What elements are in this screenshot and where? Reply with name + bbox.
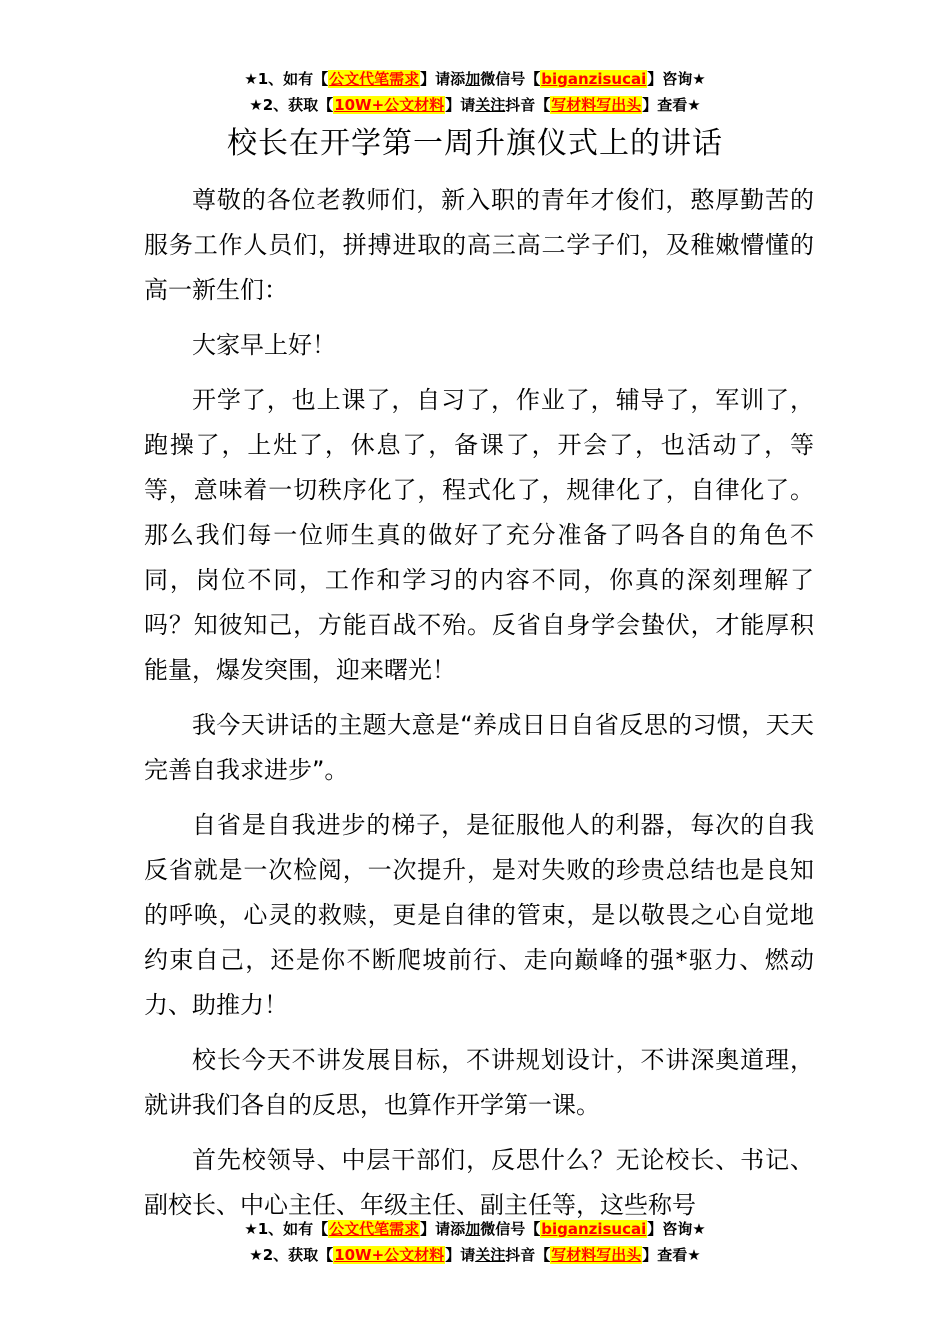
banner-text: 】咨询★ bbox=[647, 70, 706, 88]
banner-text: 抖音【 bbox=[505, 1246, 551, 1264]
footer-banner bbox=[0, 1216, 950, 1268]
paragraph-salutation: 尊敬的各位老教师们，新入职的青年才俊们，憨厚勤苦的服务工作人员们，拼搏进取的高三高二学子们，及稚嫩懵懂的高一新生们： bbox=[144, 186, 814, 304]
document-body bbox=[144, 178, 814, 1228]
banner-text: 微信号【 bbox=[480, 1220, 541, 1238]
banner-highlight: biganzisucai bbox=[541, 70, 647, 88]
banner-highlight: 写材料写出头 bbox=[551, 96, 642, 114]
banner-emphasis: 关注 bbox=[475, 96, 506, 114]
footer-banner-line-2 bbox=[0, 1242, 950, 1268]
banner-text: ★1、如有【 bbox=[244, 70, 329, 88]
banner-text: ★1、如有【 bbox=[244, 1220, 329, 1238]
banner-text: ★2、获取【 bbox=[249, 1246, 334, 1264]
paragraph-2: 我今天讲话的主题大意是“养成日日自省反思的习惯，天天完善自我求进步”。 bbox=[144, 711, 814, 784]
banner-text: 】查看★ bbox=[642, 1246, 701, 1264]
document-title: 校长在开学第一周升旗仪式上的讲话 bbox=[227, 126, 723, 161]
paragraph-3: 自省是自我进步的梯子，是征服他人的利器，每次的自我反省就是一次检阅，一次提升，是对失败的珍贵总结也是良知的呼唤，心灵的救赎，更是自律的管束，是以敬畏之心自觉地约束自己，还是你不断爬坡前行、走向巅峰的强*驱力、燃动力、助推力！ bbox=[144, 811, 814, 1019]
banner-highlight: 公文代笔需求 bbox=[329, 1220, 420, 1238]
banner-highlight: 写材料写出头 bbox=[551, 1246, 642, 1264]
paragraph-greeting: 大家早上好！ bbox=[192, 331, 336, 359]
banner-text: 抖音【 bbox=[505, 96, 551, 114]
banner-emphasis: 加 bbox=[465, 1220, 481, 1238]
banner-highlight: biganzisucai bbox=[541, 1220, 647, 1238]
banner-highlight: 10W+公文材料 bbox=[334, 1246, 445, 1264]
banner-text: 】咨询★ bbox=[647, 1220, 706, 1238]
banner-text: 】请 bbox=[445, 96, 476, 114]
paragraph-1: 开学了，也上课了，自习了，作业了，辅导了，军训了，跑操了，上灶了，休息了，备课了，开会了，也活动了，等等，意味着一切秩序化了，程式化了，规律化了，自律化了。那么我们每一位师生真的做好了充分准备了吗各自的角色不同，岗位不同，工作和学习的内容不同，你真的深刻理解了吗？知彼知己，方能百战不殆。反省自身学会蛰伏，才能厚积能量，爆发突围，迎来曙光！ bbox=[144, 386, 814, 684]
banner-text: 】请添 bbox=[420, 70, 466, 88]
banner-emphasis: 关注 bbox=[475, 1246, 506, 1264]
paragraph-4: 校长今天不讲发展目标，不讲规划设计，不讲深奥道理，就讲我们各自的反思，也算作开学第一课。 bbox=[144, 1046, 814, 1119]
banner-text: ★2、获取【 bbox=[249, 96, 334, 114]
banner-emphasis: 加 bbox=[465, 70, 481, 88]
footer-banner-line-1 bbox=[0, 1216, 950, 1242]
banner-highlight: 10W+公文材料 bbox=[334, 96, 445, 114]
banner-text: 】查看★ bbox=[642, 96, 701, 114]
banner-text: 微信号【 bbox=[480, 70, 541, 88]
banner-highlight: 公文代笔需求 bbox=[329, 70, 420, 88]
banner-text: 】请 bbox=[445, 1246, 476, 1264]
header-banner-line-1 bbox=[0, 66, 950, 92]
banner-text: 】请添 bbox=[420, 1220, 466, 1238]
header-banner bbox=[0, 66, 950, 118]
header-banner-line-2 bbox=[0, 92, 950, 118]
paragraph-5: 首先校领导、中层干部们，反思什么？无论校长、书记、副校长、中心主任、年级主任、副主任等，这些称号 bbox=[144, 1146, 814, 1219]
